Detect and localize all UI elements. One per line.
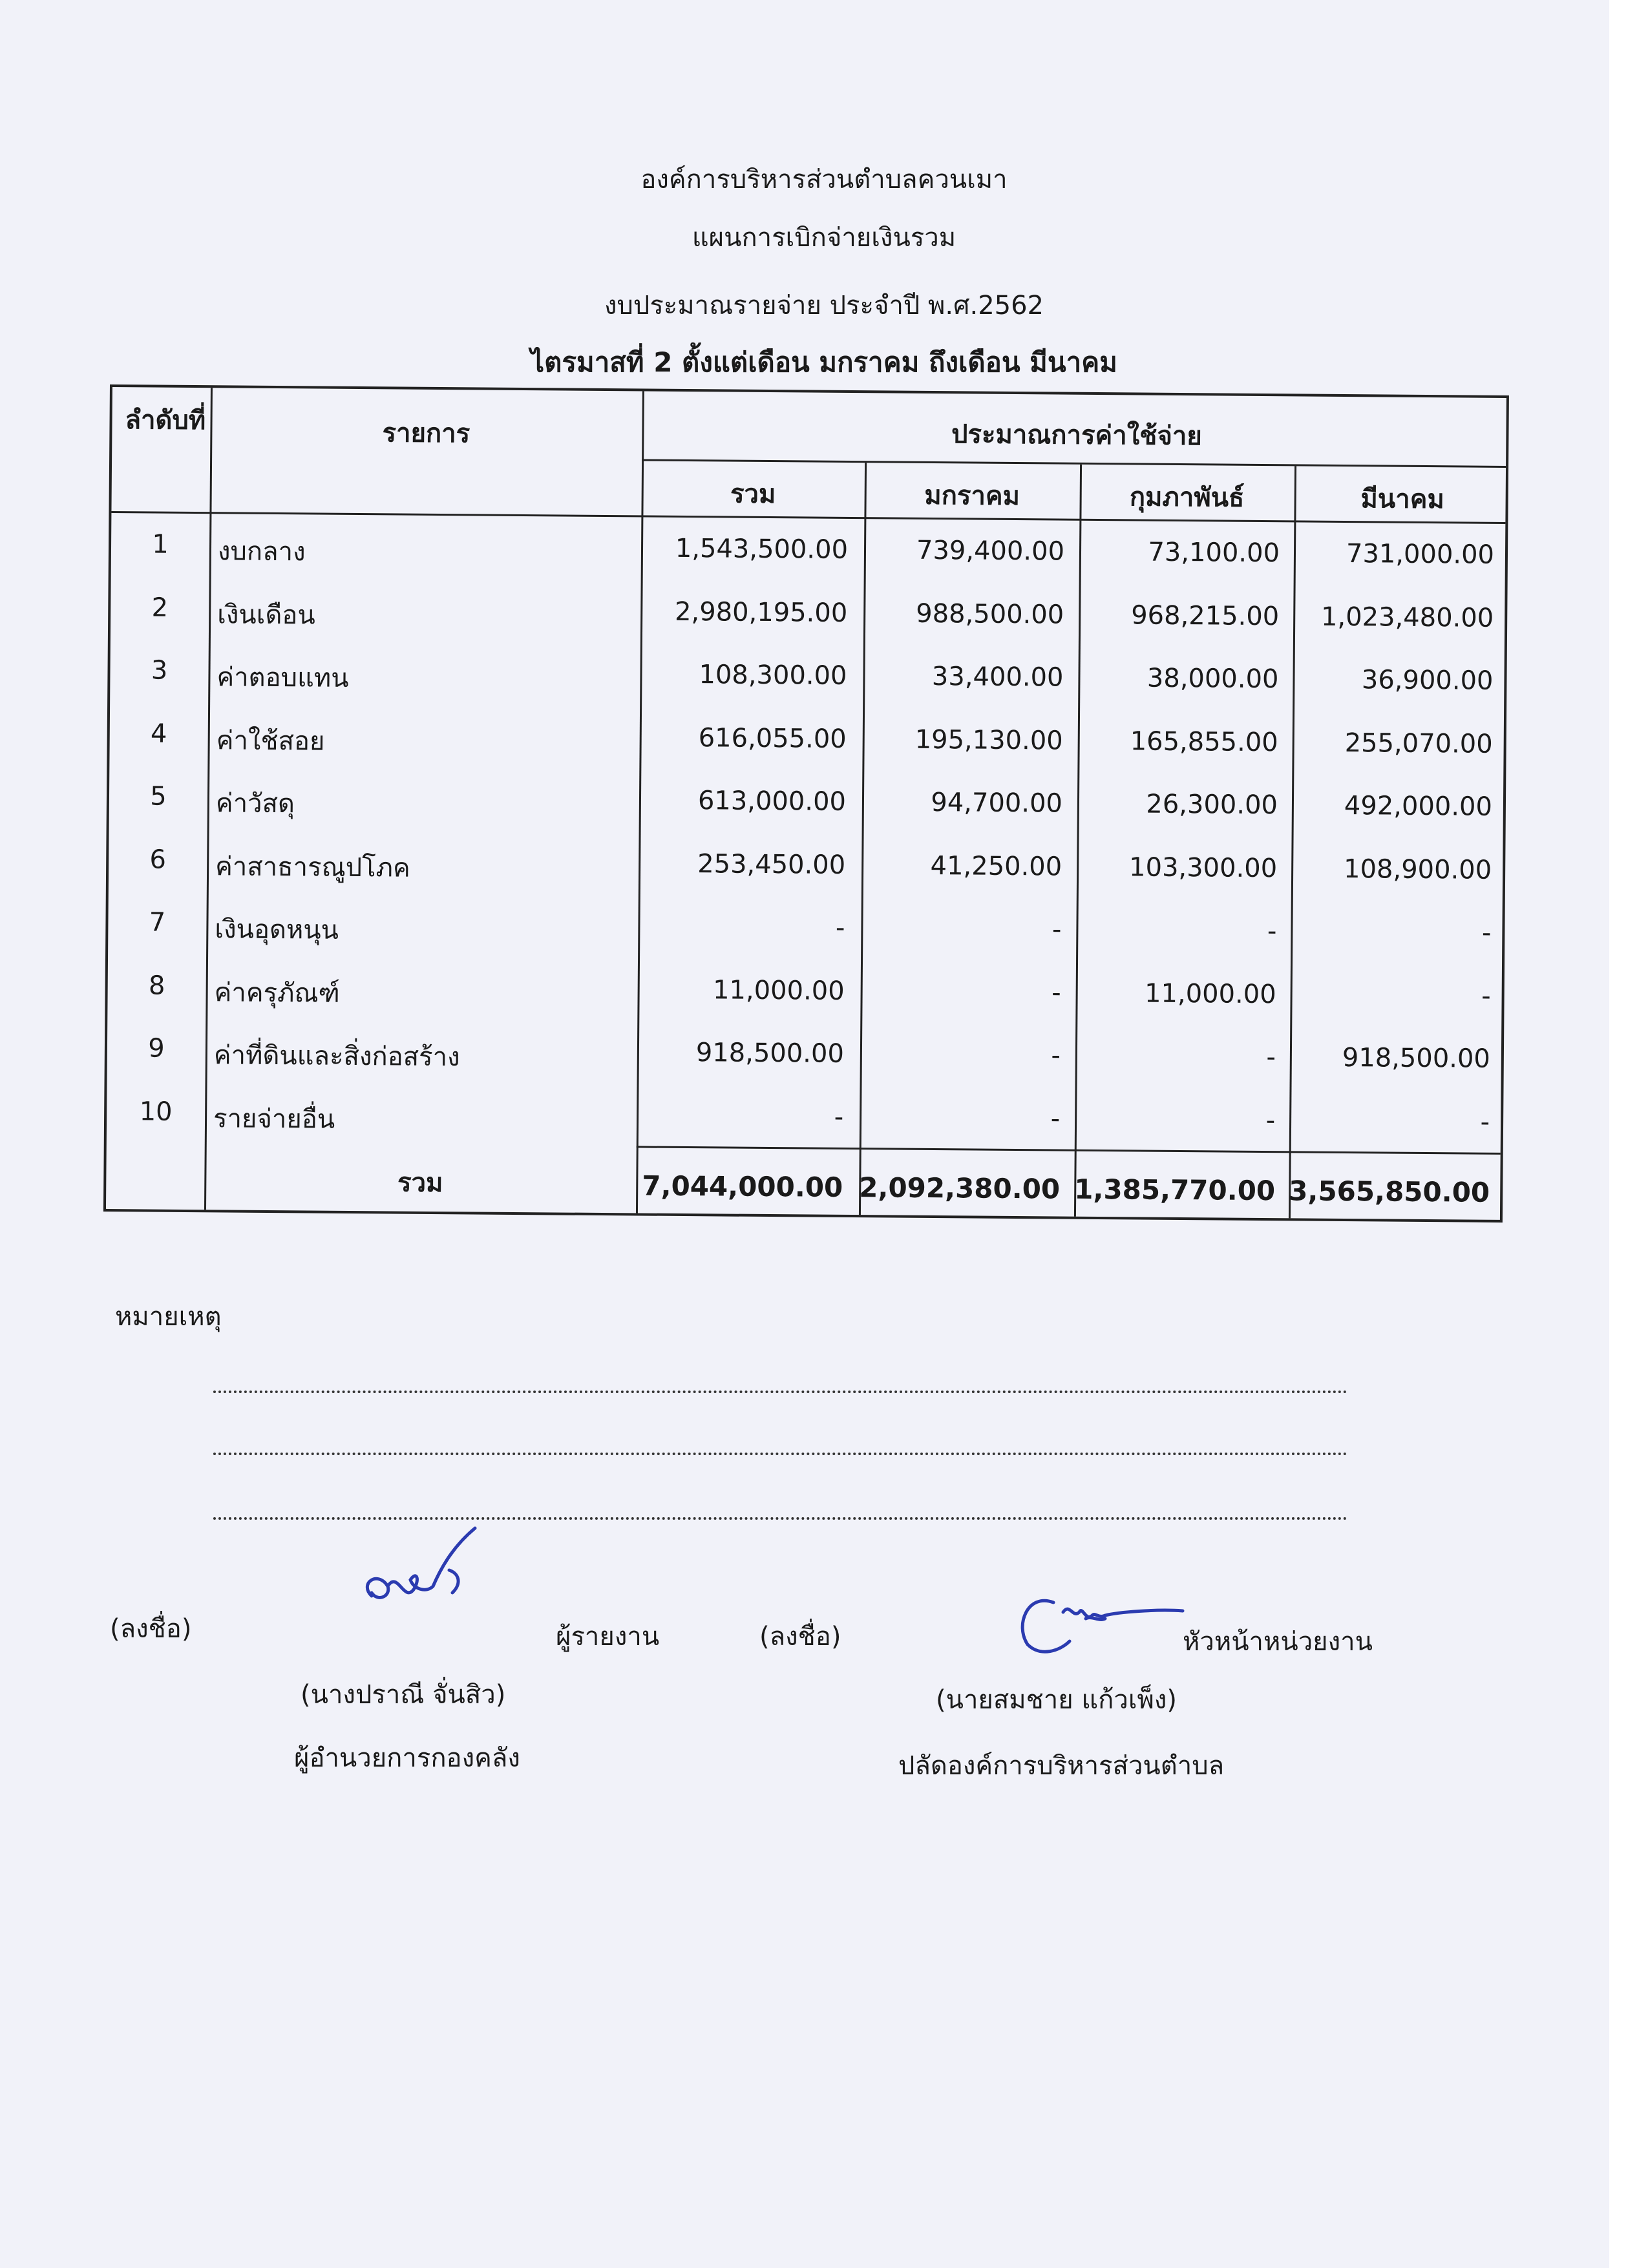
row-march: 731,000.00	[1346, 539, 1495, 570]
budget-table	[103, 384, 1509, 1223]
row-january: -	[1051, 914, 1062, 945]
row-total: 11,000.00	[712, 974, 845, 1006]
row-number: 9	[148, 1033, 165, 1064]
row-number: 8	[148, 971, 165, 1001]
row-item: รายจ่ายอื่น	[213, 1103, 335, 1135]
row-total: 1,543,500.00	[675, 533, 849, 565]
row-january: 94,700.00	[931, 787, 1063, 819]
right-name: (นายสมชาย แก้วเพ็ง)	[936, 1685, 1178, 1715]
row-divider	[642, 459, 1506, 468]
row-january: -	[1051, 977, 1061, 1008]
left-position: ผู้อำนวยการกองคลัง	[294, 1743, 520, 1773]
row-number: 2	[151, 593, 169, 623]
left-role: ผู้รายงาน	[556, 1622, 660, 1652]
notes-line	[213, 1453, 1347, 1455]
row-march: 918,500.00	[1342, 1043, 1491, 1074]
quarter-title: ไตรมาสที่ 2 ตั้งแต่เดือน มกราคม ถึงเดือน มีนาคม	[531, 346, 1117, 378]
row-number: 5	[150, 781, 167, 812]
row-march: 492,000.00	[1344, 791, 1493, 822]
row-item: เงินอุดหนุน	[215, 914, 339, 945]
header-item: รายการ	[382, 418, 470, 449]
row-march: 255,070.00	[1344, 728, 1493, 759]
row-january: 41,250.00	[930, 850, 1062, 882]
header-january: มกราคม	[924, 480, 1020, 512]
header-february: กุมภาพันธ์	[1129, 482, 1245, 513]
row-number: 7	[149, 907, 166, 938]
row-february: -	[1265, 1105, 1276, 1135]
org-name: องค์การบริหารส่วนตำบลควนเมา	[640, 165, 1008, 194]
row-january: 988,500.00	[916, 598, 1064, 630]
row-total: 613,000.00	[697, 786, 847, 817]
row-total: 2,980,195.00	[674, 596, 848, 628]
row-february: -	[1266, 1042, 1276, 1073]
left-signature	[352, 1525, 481, 1622]
row-item: เงินเดือน	[217, 599, 315, 631]
row-january: -	[1050, 1103, 1061, 1134]
row-item: ค่าใช้สอย	[216, 725, 325, 757]
sum-march: 3,565,850.00	[1289, 1175, 1490, 1208]
row-item: ค่าวัสดุ	[215, 788, 295, 819]
notes-line	[213, 1391, 1347, 1393]
row-total: 108,300.00	[699, 660, 847, 691]
row-total: 918,500.00	[695, 1038, 845, 1069]
row-total: 253,450.00	[697, 848, 846, 880]
row-number: 6	[149, 845, 167, 875]
header-march: มีนาคม	[1360, 484, 1444, 515]
sum-january: 2,092,380.00	[859, 1171, 1061, 1205]
row-january: -	[1051, 1040, 1061, 1071]
header-no: ลำดับที่	[125, 405, 206, 436]
row-item: ค่าครุภัณฑ์	[214, 977, 340, 1009]
row-february: 103,300.00	[1128, 852, 1278, 883]
right-role: หัวหน้าหน่วยงาน	[1183, 1627, 1373, 1657]
row-february: 165,855.00	[1130, 726, 1278, 757]
row-divider	[637, 1146, 1501, 1155]
scan-margin	[1609, 0, 1648, 2268]
plan-title: แผนการเบิกจ่ายเงินรวม	[692, 223, 956, 253]
notes-label: หมายเหตุ	[115, 1302, 222, 1332]
row-number: 3	[151, 655, 168, 686]
left-name: (นางปราณี จั่นสิว)	[301, 1680, 506, 1710]
row-march: -	[1480, 1107, 1490, 1137]
row-march: -	[1481, 981, 1491, 1011]
header-estimate: ประมาณการค่าใช้จ่าย	[951, 419, 1202, 452]
row-total: -	[834, 1102, 844, 1132]
right-position: ปลัดองค์การบริหารส่วนตำบล	[898, 1751, 1225, 1781]
row-march: 36,900.00	[1361, 665, 1494, 696]
row-number: 4	[150, 719, 167, 749]
row-total: -	[835, 912, 845, 943]
row-february: 968,215.00	[1131, 600, 1280, 631]
row-number: 1	[152, 529, 169, 560]
sum-label: รวม	[397, 1168, 443, 1199]
row-number: 10	[139, 1096, 173, 1127]
right-sign-label: (ลงชื่อ)	[759, 1622, 841, 1652]
sum-february: 1,385,770.00	[1074, 1173, 1276, 1207]
row-february: -	[1267, 916, 1277, 947]
row-item: งบกลาง	[217, 536, 306, 567]
row-february: 38,000.00	[1146, 663, 1279, 695]
row-january: 33,400.00	[931, 662, 1064, 693]
row-february: 26,300.00	[1146, 789, 1278, 821]
row-item: ค่าสาธารณูปโภค	[215, 851, 410, 883]
row-march: 108,900.00	[1343, 854, 1492, 885]
sum-total: 7,044,000.00	[642, 1170, 843, 1203]
row-january: 195,130.00	[914, 724, 1063, 756]
header-total: รวม	[730, 479, 776, 510]
row-item: ค่าที่ดินและสิ่งก่อสร้าง	[213, 1040, 460, 1073]
row-february: 73,100.00	[1148, 537, 1280, 569]
left-sign-label: (ลงชื่อ)	[110, 1614, 192, 1644]
right-signature	[1008, 1586, 1189, 1664]
notes-line	[213, 1517, 1347, 1520]
row-january: 739,400.00	[916, 535, 1065, 567]
row-total: 616,055.00	[698, 722, 847, 754]
budget-year: งบประมาณรายจ่าย ประจำปี พ.ศ.2562	[604, 291, 1044, 320]
row-item: ค่าตอบแทน	[217, 662, 349, 693]
row-march: 1,023,480.00	[1320, 602, 1494, 633]
row-march: -	[1481, 918, 1492, 948]
row-february: 11,000.00	[1144, 978, 1276, 1009]
